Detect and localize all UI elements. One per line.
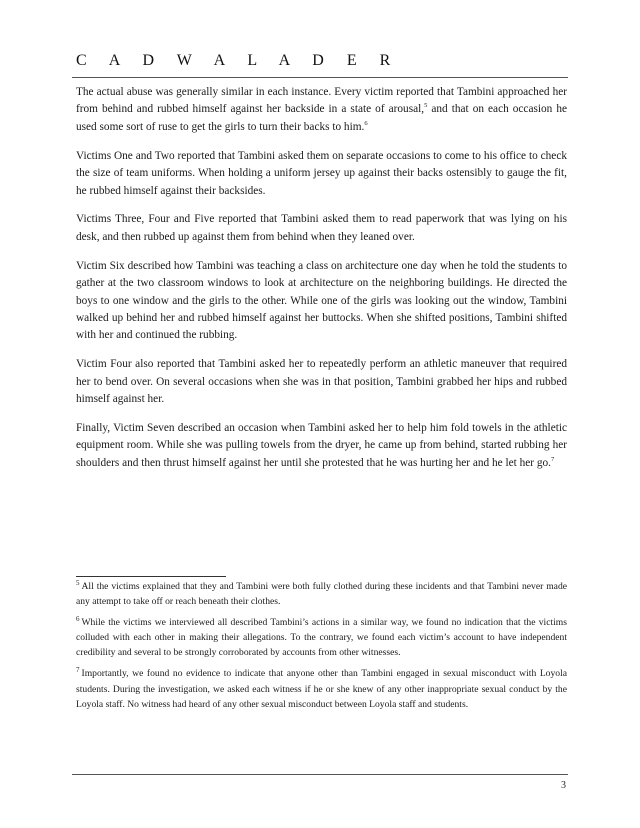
firm-name-header: C A D W A L A D E R	[76, 52, 400, 69]
footnote-number: 6	[76, 615, 80, 623]
paragraph-victim-four: Victim Four also reported that Tambini asked her to repeatedly perform an athletic maneuver that required her to bend over. On several occasions when she was in that position, Tambini grabbed her hips and rubbed himself against her.	[76, 358, 567, 406]
footnote-text: While the victims we interviewed all described Tambini’s actions in a similar way, we found no indication that the victims colluded with each other in making their allegations. To the contrary, we found each victim’s account to have independent credibility and several to be strongly corroborated by accounts from other witnesses.	[76, 617, 567, 659]
footnote-separator	[76, 576, 226, 577]
header-divider	[72, 77, 568, 78]
paragraph-victims-three-four-five: Victims Three, Four and Five reported that Tambini asked them to read paperwork that was lying on his desk, and then rubbed up against them from behind when they leaned over.	[76, 213, 567, 243]
paragraph-text-continued: and that on each occasion he used some sort of ruse to get the girls to turn their backs to him.	[76, 103, 567, 133]
paragraph-abuse-pattern	[76, 84, 567, 136]
body-text	[76, 84, 567, 484]
paragraph-text: The actual abuse was generally similar in each instance. Every victim reported that Tambini approached her from behind and rubbed himself against her backside in a state of arousal,	[76, 86, 567, 116]
footnote-number: 7	[76, 666, 80, 675]
footnotes-section	[76, 579, 567, 718]
footnote-number: 5	[76, 578, 80, 587]
paragraph-victim-six: Victim Six described how Tambini was teaching a class on architecture one day when he told the students to gather at the two classroom windows to look at architecture on the neighboring buildings. He directed the boys to one window and the girls to the other. While one of the girls was looking out the window, Tambini walked up behind her and rubbed himself against her buttocks. When she shifted positions, Tambini shifted with her and continued the rubbing.	[76, 259, 567, 342]
footnote-item	[76, 666, 567, 711]
paragraph-victims-one-two: Victims One and Two reported that Tambini asked them on separate occasions to come to his office to check the size of team uniforms. When holding a uniform jersey up against their backs ostensibly to gauge the fit, he rubbed himself against their backsides.	[76, 149, 567, 197]
footnote-text: All the victims explained that they and Tambini were both fully clothed during these incidents and that Tambini never made any attempt to take off or reach beneath their clothes.	[76, 581, 567, 608]
footnote-text: Importantly, we found no evidence to indicate that anyone other than Tambini engaged in sexual misconduct with Loyola students. During the investigation, we asked each witness if he or she knew of any other inappropriate sexual conduct by the Loyola staff. No witness had heard of any other sexual misconduct between Loyola staff and students.	[76, 668, 567, 710]
footnote-reference[interactable]: 5	[424, 102, 428, 110]
footnote-item	[76, 579, 567, 609]
footnote-reference[interactable]: 7	[550, 456, 555, 464]
page-number: 3	[561, 780, 566, 791]
footnote-reference[interactable]: 6	[364, 120, 368, 128]
footer-divider	[72, 774, 568, 775]
footnote-item	[76, 615, 567, 660]
paragraph-text: Finally, Victim Seven described an occasion when Tambini asked her to help him fold towels in the athletic equipment room. While she was pulling towels from the dryer, he came up from behind, started rubbing her shoulders and then thrust himself against her until she protested that he was hurting her and he let her go.	[76, 422, 567, 469]
paragraph-victim-seven	[76, 420, 567, 472]
